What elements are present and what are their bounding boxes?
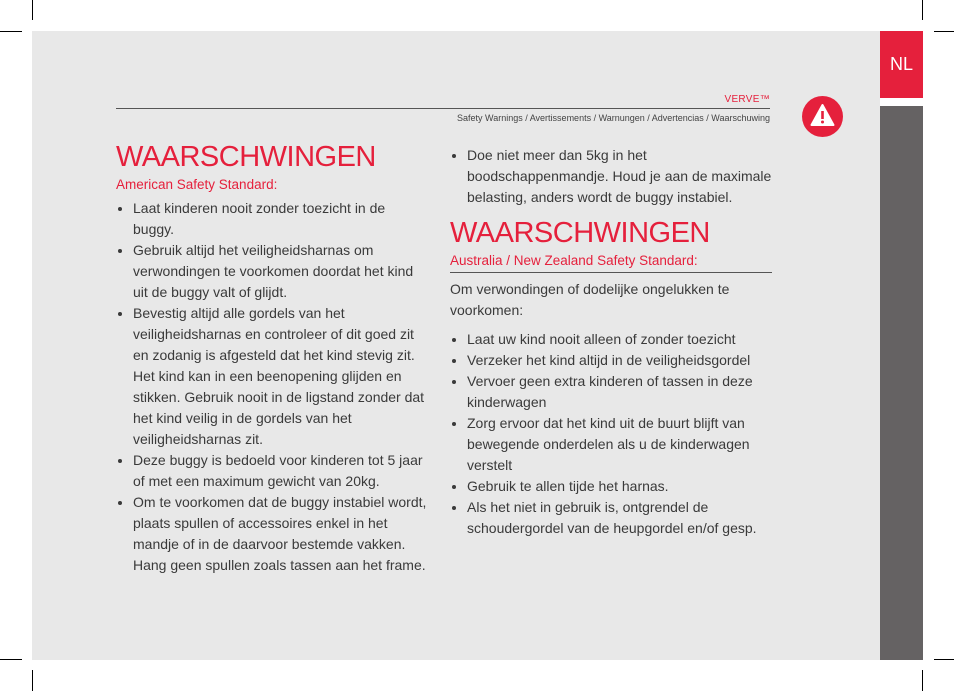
- side-bar: [880, 106, 923, 660]
- list-item: Gebruik altijd het veiligheidsharnas om verwondingen te voorkomen doordat het kind uit de buggy valt of glijdt.: [116, 240, 428, 303]
- list-item: Deze buggy is bedoeld voor kinderen tot 5 jaar of met een maximum gewicht van 20kg.: [116, 450, 428, 492]
- crop-mark: [934, 31, 954, 32]
- crop-mark: [32, 670, 33, 691]
- list-item: Laat kinderen nooit zonder toezicht in de buggy.: [116, 198, 428, 240]
- list-item: Als het niet in gebruik is, ontgrendel de schoudergordel van de heupgordel en/of gesp.: [450, 497, 772, 539]
- warnings-heading: WAARSCHWINGEN: [116, 141, 376, 173]
- list-item: Vervoer geen extra kinderen of tassen in deze kinderwagen: [450, 371, 772, 413]
- standard-label: American Safety Standard:: [116, 177, 278, 192]
- list-item: Om te voorkomen dat de buggy instabiel wordt, plaats spullen of accessoires enkel in het mandje of in de daarvoor bestemde vakken. Hang geen spullen zoals tassen aan het frame.: [116, 492, 428, 576]
- warnings-heading: WAARSCHWINGEN: [450, 217, 710, 249]
- crop-mark: [0, 31, 22, 32]
- warning-badge: [802, 96, 843, 137]
- header-subtitle: Safety Warnings / Avertissements / Warnungen / Advertencias / Waarschuwing: [457, 113, 770, 123]
- list-item: Verzeker het kind altijd in de veiligheidsgordel: [450, 350, 772, 371]
- crop-mark: [32, 0, 33, 20]
- language-tab-label: NL: [889, 54, 913, 74]
- crop-mark: [922, 670, 923, 691]
- standard-label: Australia / New Zealand Safety Standard:: [450, 252, 772, 273]
- right-column: [450, 145, 772, 539]
- crop-mark: [0, 659, 22, 660]
- list-item: Doe niet meer dan 5kg in het boodschappenmandje. Houd je aan de maximale belasting, anders wordt de buggy instabiel.: [450, 145, 772, 208]
- list-item: Laat uw kind nooit alleen of zonder toezicht: [450, 329, 772, 350]
- warning-list: [450, 329, 772, 539]
- warning-list: [116, 198, 428, 576]
- list-item: Zorg ervoor dat het kind uit de buurt blijft van bewegende onderdelen als u de kinderwagen verstelt: [450, 413, 772, 476]
- warning-triangle-icon: [810, 103, 835, 128]
- language-tab: [880, 31, 923, 98]
- list-item: Bevestig altijd alle gordels van het veiligheidsharnas en controleer of dit goed zit en zodanig is afgesteld dat het kind stevig zit. Het kind kan in een beenopening glijden en stikken. Gebruik nooit in de ligstand zonder dat het kind veilig in de gordels van het veiligheidsharnas zit.: [116, 303, 428, 450]
- crop-mark: [922, 0, 923, 20]
- left-column: [116, 140, 428, 576]
- brand-name: VERVE™: [724, 94, 770, 105]
- continued-list: [450, 145, 772, 208]
- crop-mark: [934, 659, 954, 660]
- list-item: Gebruik te allen tijde het harnas.: [450, 476, 772, 497]
- header-rule: [116, 108, 770, 109]
- intro-text: Om verwondingen of dodelijke ongelukken te voorkomen:: [450, 281, 730, 318]
